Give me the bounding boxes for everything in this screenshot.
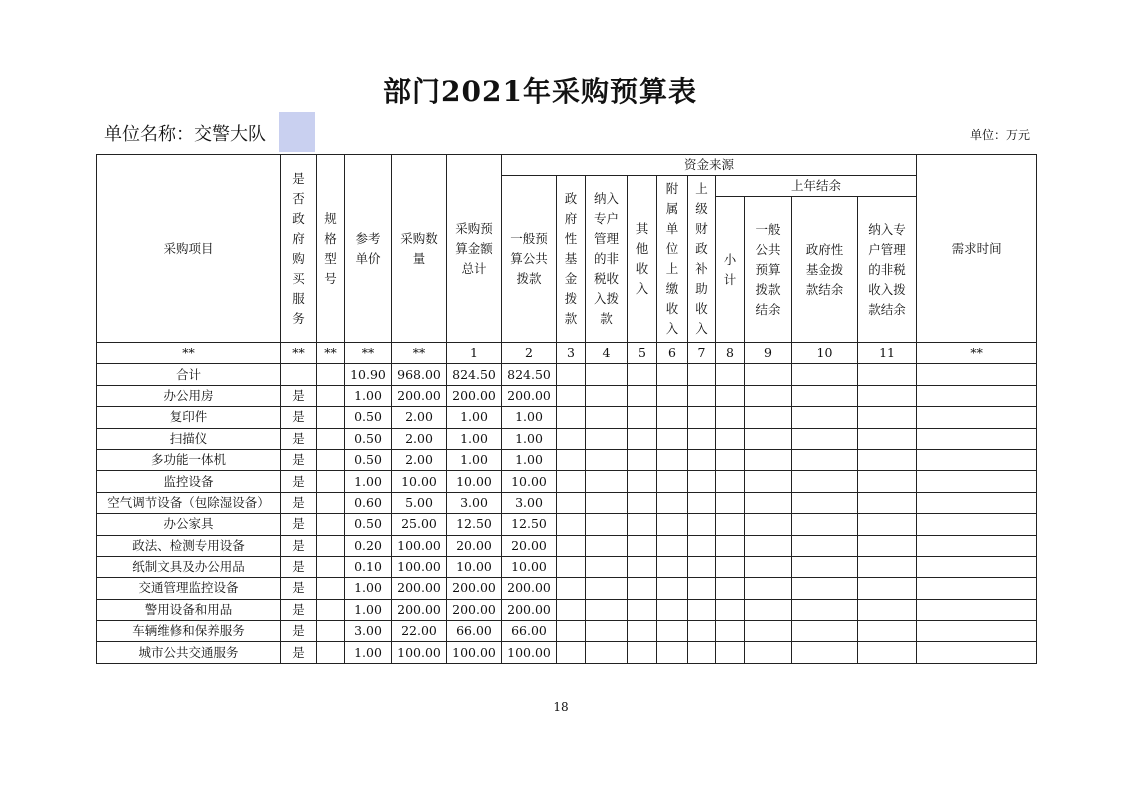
cell-empty <box>657 642 688 663</box>
cell-empty <box>716 514 745 535</box>
cell-empty <box>628 364 657 385</box>
cell-total: 1.00 <box>447 449 502 470</box>
cell-empty <box>716 471 745 492</box>
cell-empty <box>917 578 1037 599</box>
cell-empty <box>917 514 1037 535</box>
cell-empty <box>657 364 688 385</box>
header-general-balance: 一般 公共 预算 拨款 结余 <box>745 197 792 343</box>
cell-qty: 5.00 <box>392 492 447 513</box>
highlight-box <box>279 112 315 152</box>
cell-empty <box>586 578 628 599</box>
cell-spec <box>317 492 345 513</box>
cell-empty <box>858 556 917 577</box>
cell-empty <box>557 556 586 577</box>
index-cell: ** <box>392 343 447 364</box>
cell-general: 200.00 <box>502 599 557 620</box>
table-row <box>97 428 1037 449</box>
header-gov-fund-balance: 政府性 基金拨 款结余 <box>792 197 858 343</box>
procurement-budget-table <box>96 154 1037 664</box>
cell-qty: 100.00 <box>392 556 447 577</box>
cell-empty <box>586 428 628 449</box>
cell-empty <box>792 556 858 577</box>
cell-empty <box>628 492 657 513</box>
index-cell: ** <box>345 343 392 364</box>
cell-empty <box>586 492 628 513</box>
cell-item: 车辆维修和保养服务 <box>97 621 281 642</box>
cell-total: 10.00 <box>447 556 502 577</box>
cell-total: 1.00 <box>447 428 502 449</box>
cell-empty <box>628 578 657 599</box>
cell-general: 200.00 <box>502 385 557 406</box>
cell-empty <box>557 407 586 428</box>
table-row <box>97 407 1037 428</box>
header-total: 采购预 算金额 总计 <box>447 155 502 343</box>
index-row <box>97 343 1037 364</box>
cell-empty <box>657 578 688 599</box>
cell-empty <box>557 578 586 599</box>
header-gov-purchase: 是 否 政 府 购 买 服 务 <box>281 155 317 343</box>
cell-empty <box>858 514 917 535</box>
cell-price: 1.00 <box>345 599 392 620</box>
index-cell: 4 <box>586 343 628 364</box>
cell-empty <box>628 599 657 620</box>
unit-name-label: 单位名称：交警大队 <box>104 124 266 145</box>
cell-general: 824.50 <box>502 364 557 385</box>
table-row <box>97 642 1037 663</box>
cell-spec <box>317 556 345 577</box>
index-cell: ** <box>281 343 317 364</box>
cell-empty <box>657 599 688 620</box>
cell-empty <box>716 578 745 599</box>
cell-spec <box>317 535 345 556</box>
cell-gov: 是 <box>281 428 317 449</box>
index-cell: 10 <box>792 343 858 364</box>
cell-empty <box>586 556 628 577</box>
cell-empty <box>716 449 745 470</box>
cell-empty <box>688 364 716 385</box>
cell-general: 200.00 <box>502 578 557 599</box>
header-general-budget: 一般预 算公共 拨款 <box>502 176 557 343</box>
cell-empty <box>628 642 657 663</box>
cell-total: 100.00 <box>447 642 502 663</box>
cell-empty <box>657 535 688 556</box>
cell-empty <box>745 599 792 620</box>
cell-empty <box>792 621 858 642</box>
cell-total: 200.00 <box>447 578 502 599</box>
cell-total: 10.00 <box>447 471 502 492</box>
cell-total: 200.00 <box>447 599 502 620</box>
header-special-nontax: 纳入 专户 管理 的非 税收 入拨 款 <box>586 176 628 343</box>
cell-empty <box>586 514 628 535</box>
cell-gov: 是 <box>281 535 317 556</box>
cell-empty <box>586 385 628 406</box>
cell-empty <box>917 621 1037 642</box>
cell-qty: 2.00 <box>392 407 447 428</box>
cell-empty <box>688 599 716 620</box>
cell-general: 12.50 <box>502 514 557 535</box>
index-cell: 11 <box>858 343 917 364</box>
table-row <box>97 385 1037 406</box>
cell-empty <box>688 449 716 470</box>
cell-qty: 200.00 <box>392 385 447 406</box>
cell-empty <box>716 428 745 449</box>
cell-empty <box>657 514 688 535</box>
cell-empty <box>716 599 745 620</box>
cell-spec <box>317 428 345 449</box>
cell-empty <box>586 364 628 385</box>
table-row <box>97 364 1037 385</box>
page-number: 18 <box>553 700 569 714</box>
cell-spec <box>317 514 345 535</box>
cell-gov <box>281 364 317 385</box>
cell-empty <box>745 428 792 449</box>
cell-empty <box>657 428 688 449</box>
cell-empty <box>628 535 657 556</box>
cell-empty <box>557 428 586 449</box>
header-prev-balance: 上年结余 <box>716 176 917 197</box>
cell-empty <box>716 364 745 385</box>
cell-empty <box>792 535 858 556</box>
cell-empty <box>628 385 657 406</box>
cell-general: 10.00 <box>502 556 557 577</box>
index-cell: 6 <box>657 343 688 364</box>
cell-spec <box>317 621 345 642</box>
cell-total: 1.00 <box>447 407 502 428</box>
cell-empty <box>688 407 716 428</box>
cell-empty <box>557 364 586 385</box>
cell-price: 0.60 <box>345 492 392 513</box>
cell-spec <box>317 407 345 428</box>
cell-empty <box>688 556 716 577</box>
cell-qty: 2.00 <box>392 449 447 470</box>
cell-general: 100.00 <box>502 642 557 663</box>
cell-qty: 100.00 <box>392 642 447 663</box>
cell-gov: 是 <box>281 449 317 470</box>
cell-empty <box>657 449 688 470</box>
cell-empty <box>792 428 858 449</box>
cell-empty <box>688 492 716 513</box>
cell-empty <box>657 471 688 492</box>
cell-qty: 22.00 <box>392 621 447 642</box>
cell-empty <box>917 599 1037 620</box>
cell-empty <box>917 364 1037 385</box>
index-cell: 8 <box>716 343 745 364</box>
cell-empty <box>745 471 792 492</box>
cell-spec <box>317 599 345 620</box>
cell-empty <box>858 578 917 599</box>
cell-empty <box>716 535 745 556</box>
cell-empty <box>586 621 628 642</box>
cell-total: 3.00 <box>447 492 502 513</box>
table-row <box>97 535 1037 556</box>
cell-empty <box>917 556 1037 577</box>
cell-empty <box>628 471 657 492</box>
unit-label: 单位：万元 <box>970 128 1031 142</box>
cell-spec <box>317 642 345 663</box>
cell-price: 10.90 <box>345 364 392 385</box>
cell-empty <box>917 449 1037 470</box>
cell-empty <box>792 407 858 428</box>
cell-gov: 是 <box>281 471 317 492</box>
cell-empty <box>586 449 628 470</box>
cell-gov: 是 <box>281 385 317 406</box>
cell-empty <box>586 599 628 620</box>
header-subtotal: 小 计 <box>716 197 745 343</box>
cell-total: 66.00 <box>447 621 502 642</box>
cell-empty <box>628 514 657 535</box>
cell-total: 20.00 <box>447 535 502 556</box>
index-cell: 3 <box>557 343 586 364</box>
cell-empty <box>688 514 716 535</box>
cell-item: 空气调节设备（包除湿设备） <box>97 492 281 513</box>
cell-empty <box>716 642 745 663</box>
cell-empty <box>657 492 688 513</box>
cell-spec <box>317 364 345 385</box>
cell-empty <box>688 642 716 663</box>
cell-empty <box>657 621 688 642</box>
cell-item: 纸制文具及办公用品 <box>97 556 281 577</box>
header-other-income: 其 他 收 入 <box>628 176 657 343</box>
index-cell: ** <box>97 343 281 364</box>
cell-empty <box>628 407 657 428</box>
cell-empty <box>858 492 917 513</box>
cell-price: 1.00 <box>345 471 392 492</box>
cell-item: 合计 <box>97 364 281 385</box>
header-spec: 规 格 型 号 <box>317 155 345 343</box>
cell-empty <box>745 535 792 556</box>
cell-empty <box>716 492 745 513</box>
cell-empty <box>745 364 792 385</box>
header-fund-source: 资金来源 <box>502 155 917 176</box>
cell-empty <box>792 364 858 385</box>
cell-empty <box>628 428 657 449</box>
cell-empty <box>792 578 858 599</box>
table-row <box>97 514 1037 535</box>
cell-empty <box>917 642 1037 663</box>
cell-qty: 2.00 <box>392 428 447 449</box>
table-row <box>97 556 1037 577</box>
cell-empty <box>745 621 792 642</box>
cell-empty <box>557 385 586 406</box>
header-item: 采购项目 <box>97 155 281 343</box>
cell-empty <box>688 578 716 599</box>
table-row <box>97 578 1037 599</box>
cell-general: 66.00 <box>502 621 557 642</box>
cell-total: 200.00 <box>447 385 502 406</box>
cell-empty <box>858 407 917 428</box>
cell-empty <box>858 535 917 556</box>
cell-empty <box>688 428 716 449</box>
cell-price: 0.20 <box>345 535 392 556</box>
cell-gov: 是 <box>281 514 317 535</box>
table-row <box>97 471 1037 492</box>
header-superior-subsidy: 上 级 财 政 补 助 收 入 <box>688 176 716 343</box>
cell-empty <box>557 471 586 492</box>
cell-empty <box>917 535 1037 556</box>
index-cell: ** <box>317 343 345 364</box>
table-row <box>97 492 1037 513</box>
cell-empty <box>745 449 792 470</box>
cell-item: 交通管理监控设备 <box>97 578 281 599</box>
cell-item: 监控设备 <box>97 471 281 492</box>
cell-empty <box>557 535 586 556</box>
table-row <box>97 621 1037 642</box>
cell-empty <box>688 621 716 642</box>
cell-empty <box>688 535 716 556</box>
cell-empty <box>745 407 792 428</box>
cell-empty <box>557 492 586 513</box>
cell-qty: 200.00 <box>392 599 447 620</box>
cell-empty <box>657 556 688 577</box>
cell-empty <box>628 556 657 577</box>
cell-gov: 是 <box>281 407 317 428</box>
cell-qty: 968.00 <box>392 364 447 385</box>
index-cell: 2 <box>502 343 557 364</box>
cell-empty <box>917 407 1037 428</box>
cell-qty: 200.00 <box>392 578 447 599</box>
cell-empty <box>858 449 917 470</box>
cell-empty <box>745 385 792 406</box>
cell-empty <box>917 471 1037 492</box>
cell-total: 824.50 <box>447 364 502 385</box>
cell-empty <box>792 492 858 513</box>
cell-empty <box>858 364 917 385</box>
index-cell: ** <box>917 343 1037 364</box>
cell-price: 3.00 <box>345 621 392 642</box>
header-demand-time: 需求时间 <box>917 155 1037 343</box>
cell-empty <box>792 385 858 406</box>
cell-empty <box>586 642 628 663</box>
cell-empty <box>716 407 745 428</box>
cell-qty: 100.00 <box>392 535 447 556</box>
cell-empty <box>688 471 716 492</box>
cell-empty <box>745 514 792 535</box>
header-gov-fund: 政 府 性 基 金 拨 款 <box>557 176 586 343</box>
cell-price: 1.00 <box>345 578 392 599</box>
cell-gov: 是 <box>281 492 317 513</box>
cell-price: 0.10 <box>345 556 392 577</box>
cell-empty <box>792 471 858 492</box>
cell-item: 办公用房 <box>97 385 281 406</box>
cell-empty <box>858 471 917 492</box>
cell-gov: 是 <box>281 578 317 599</box>
cell-general: 1.00 <box>502 449 557 470</box>
header-special-balance: 纳入专 户管理 的非税 收入拨 款结余 <box>858 197 917 343</box>
cell-empty <box>716 385 745 406</box>
index-cell: 7 <box>688 343 716 364</box>
cell-price: 0.50 <box>345 449 392 470</box>
cell-empty <box>858 599 917 620</box>
cell-empty <box>745 556 792 577</box>
cell-general: 10.00 <box>502 471 557 492</box>
cell-empty <box>792 449 858 470</box>
cell-gov: 是 <box>281 621 317 642</box>
cell-empty <box>628 621 657 642</box>
cell-empty <box>557 514 586 535</box>
cell-price: 0.50 <box>345 514 392 535</box>
cell-item: 警用设备和用品 <box>97 599 281 620</box>
cell-empty <box>745 578 792 599</box>
table-row <box>97 599 1037 620</box>
cell-empty <box>858 621 917 642</box>
cell-general: 3.00 <box>502 492 557 513</box>
cell-empty <box>688 385 716 406</box>
cell-total: 12.50 <box>447 514 502 535</box>
cell-general: 20.00 <box>502 535 557 556</box>
cell-empty <box>557 599 586 620</box>
cell-item: 城市公共交通服务 <box>97 642 281 663</box>
cell-qty: 10.00 <box>392 471 447 492</box>
cell-empty <box>858 642 917 663</box>
header-affiliated: 附 属 单 位 上 缴 收 入 <box>657 176 688 343</box>
cell-empty <box>858 428 917 449</box>
cell-empty <box>586 407 628 428</box>
cell-gov: 是 <box>281 556 317 577</box>
cell-item: 多功能一体机 <box>97 449 281 470</box>
cell-price: 1.00 <box>345 642 392 663</box>
cell-spec <box>317 471 345 492</box>
cell-item: 扫描仪 <box>97 428 281 449</box>
cell-spec <box>317 385 345 406</box>
cell-empty <box>628 449 657 470</box>
cell-price: 0.50 <box>345 407 392 428</box>
cell-qty: 25.00 <box>392 514 447 535</box>
cell-empty <box>745 642 792 663</box>
header-ref-price: 参考 单价 <box>345 155 392 343</box>
cell-empty <box>586 535 628 556</box>
cell-empty <box>716 556 745 577</box>
index-cell: 5 <box>628 343 657 364</box>
cell-item: 复印件 <box>97 407 281 428</box>
table-row <box>97 449 1037 470</box>
cell-empty <box>917 492 1037 513</box>
cell-gov: 是 <box>281 599 317 620</box>
index-cell: 9 <box>745 343 792 364</box>
cell-item: 办公家具 <box>97 514 281 535</box>
cell-empty <box>657 407 688 428</box>
cell-empty <box>792 514 858 535</box>
cell-spec <box>317 449 345 470</box>
cell-empty <box>557 621 586 642</box>
header-qty: 采购数 量 <box>392 155 447 343</box>
cell-empty <box>557 449 586 470</box>
page-title: 部门2021年采购预算表 <box>383 75 697 108</box>
index-cell: 1 <box>447 343 502 364</box>
cell-general: 1.00 <box>502 407 557 428</box>
cell-item: 政法、检测专用设备 <box>97 535 281 556</box>
cell-empty <box>792 642 858 663</box>
cell-general: 1.00 <box>502 428 557 449</box>
cell-empty <box>745 492 792 513</box>
cell-gov: 是 <box>281 642 317 663</box>
cell-empty <box>557 642 586 663</box>
cell-empty <box>858 385 917 406</box>
cell-empty <box>917 385 1037 406</box>
cell-empty <box>657 385 688 406</box>
cell-price: 1.00 <box>345 385 392 406</box>
cell-empty <box>917 428 1037 449</box>
cell-empty <box>586 471 628 492</box>
cell-empty <box>792 599 858 620</box>
cell-empty <box>716 621 745 642</box>
cell-price: 0.50 <box>345 428 392 449</box>
cell-spec <box>317 578 345 599</box>
